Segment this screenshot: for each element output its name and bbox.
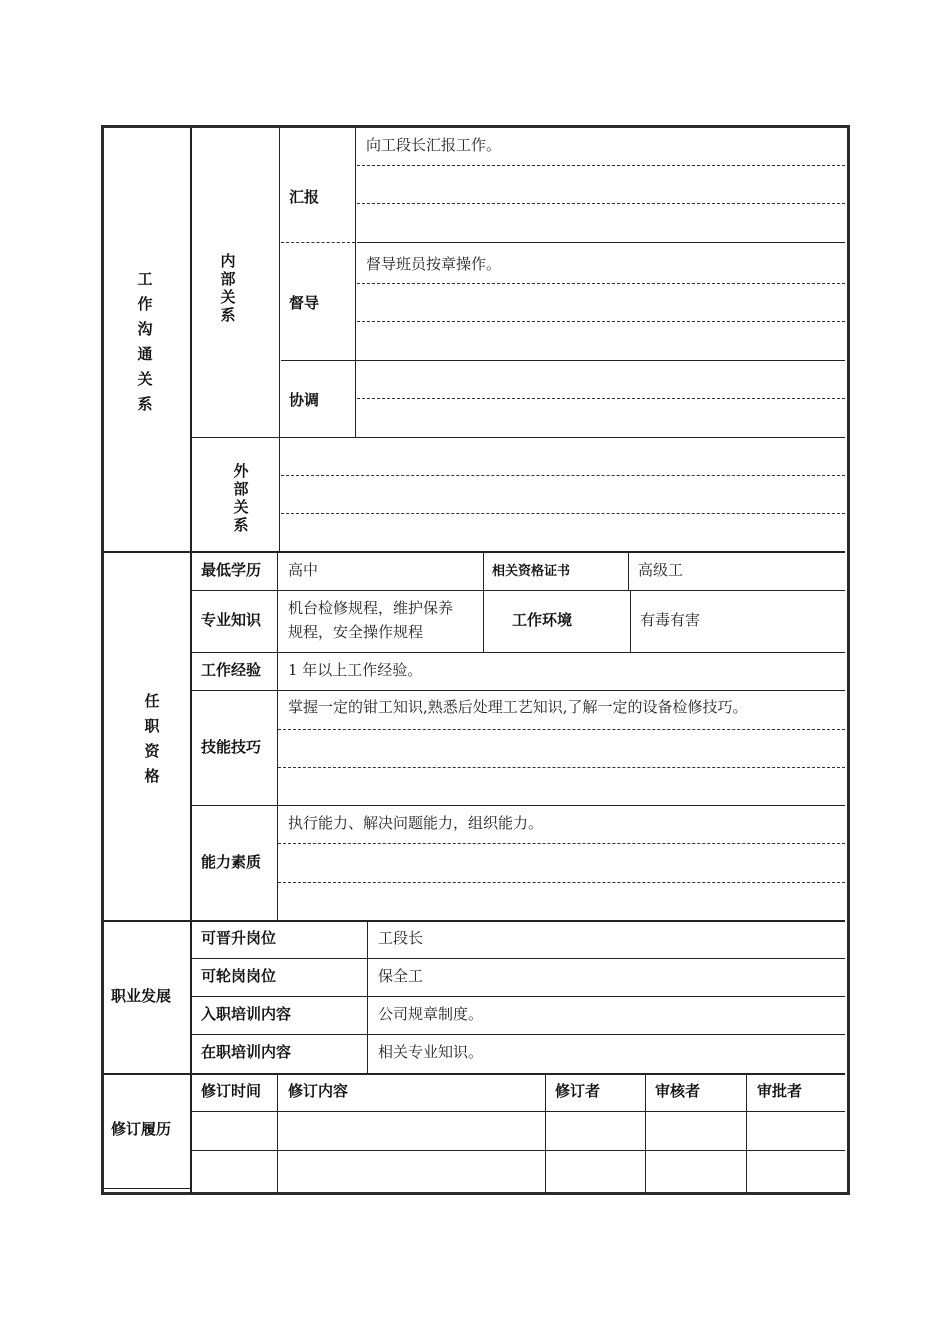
- internal-column-divider: [279, 128, 280, 438]
- communication-bottom-border: [104, 551, 845, 553]
- revision-header-time: 修订时间: [201, 1082, 262, 1100]
- revision-left-bottom: [104, 1188, 190, 1189]
- revision-column-divider: [746, 1075, 747, 1194]
- qualification-bottom-border: [104, 920, 845, 922]
- revision-section-label: 修订履历: [111, 1120, 172, 1138]
- career-bottom-border: [104, 1073, 845, 1075]
- report-text: 向工段长汇报工作。: [366, 136, 502, 154]
- coordinate-label: 协调: [289, 391, 320, 409]
- report-divider-left: [281, 242, 355, 243]
- education-row-divider: [192, 590, 845, 591]
- ability-label: 能力素质: [201, 853, 262, 871]
- qualification-label-divider: [277, 553, 278, 921]
- coordinate-line-1: [357, 398, 845, 399]
- revision-row-divider: [192, 1150, 845, 1151]
- career-label-divider: [367, 922, 368, 1073]
- career-row-value: 相关专业知识。: [378, 1043, 484, 1061]
- supervise-text: 督导班员按章操作。: [366, 255, 502, 273]
- revision-header-reviser: 修订者: [555, 1082, 601, 1100]
- career-row-label: 在职培训内容: [201, 1043, 292, 1061]
- skills-label: 技能技巧: [201, 738, 262, 756]
- revision-header-content: 修订内容: [288, 1082, 349, 1100]
- certificate-right-divider: [628, 553, 629, 591]
- external-relations-label: 外部关系: [233, 462, 249, 534]
- certificate-label: 相关资格证书: [492, 564, 571, 579]
- supervise-divider: [281, 360, 845, 361]
- revision-row-divider: [192, 1111, 845, 1112]
- ability-line-1: [278, 843, 845, 844]
- category-column-divider: [355, 128, 356, 438]
- career-row-label: 可晋升岗位: [201, 929, 277, 947]
- knowledge-row-divider: [192, 652, 845, 653]
- external-line-2: [281, 513, 845, 514]
- revision-header-reviewer: 审核者: [655, 1082, 701, 1100]
- education-label: 最低学历: [201, 561, 262, 579]
- revision-header-approver: 审批者: [757, 1082, 803, 1100]
- skills-line-1: [278, 729, 845, 730]
- experience-value: 1 年以上工作经验。: [288, 661, 423, 679]
- career-row-divider: [192, 958, 845, 959]
- external-column-divider: [279, 438, 280, 552]
- report-label: 汇报: [289, 188, 320, 206]
- supervise-label: 督导: [289, 294, 320, 312]
- certificate-left-divider: [483, 553, 484, 653]
- communication-section-label: 工作沟通关系: [137, 270, 153, 413]
- certificate-value: 高级工: [638, 561, 684, 579]
- career-row-divider: [192, 996, 845, 997]
- ability-value: 执行能力、解决问题能力，组织能力。: [288, 814, 544, 832]
- qualification-section-label: 任职资格: [144, 692, 160, 785]
- knowledge-value-line1: 机台检修规程，维护保养: [288, 599, 454, 617]
- revision-column-divider: [645, 1075, 646, 1194]
- career-row-value: 工段长: [378, 929, 424, 947]
- skills-row-divider: [192, 805, 845, 806]
- career-row-divider: [192, 1034, 845, 1035]
- report-line-1: [357, 165, 845, 166]
- revision-column-divider: [277, 1075, 278, 1194]
- revision-column-divider: [545, 1075, 546, 1194]
- experience-label: 工作经验: [201, 661, 262, 679]
- supervise-line-2: [357, 321, 845, 322]
- career-row-label: 可轮岗岗位: [201, 967, 277, 985]
- external-line-1: [281, 475, 845, 476]
- internal-relations-label: 内部关系: [220, 252, 236, 324]
- career-row-value: 保全工: [378, 967, 424, 985]
- knowledge-value-line2: 规程，安全操作规程: [288, 623, 424, 641]
- skills-value: 掌握一定的钳工知识,熟悉后处理工艺知识,了解一定的设备检修技巧。: [288, 698, 748, 716]
- career-row-value: 公司规章制度。: [378, 1005, 484, 1023]
- report-line-2: [357, 203, 845, 204]
- environment-value: 有毒有害: [640, 611, 701, 629]
- career-row-label: 入职培训内容: [201, 1005, 292, 1023]
- skills-line-2: [278, 767, 845, 768]
- environment-right-divider: [630, 591, 631, 653]
- internal-external-divider: [192, 437, 845, 438]
- experience-row-divider: [192, 690, 845, 691]
- knowledge-label: 专业知识: [201, 611, 262, 629]
- career-section-label: 职业发展: [111, 987, 172, 1005]
- supervise-line-1: [357, 283, 845, 284]
- environment-label: 工作环境: [512, 611, 573, 629]
- report-divider-right: [357, 242, 845, 243]
- education-value: 高中: [288, 561, 319, 579]
- ability-line-2: [278, 882, 845, 883]
